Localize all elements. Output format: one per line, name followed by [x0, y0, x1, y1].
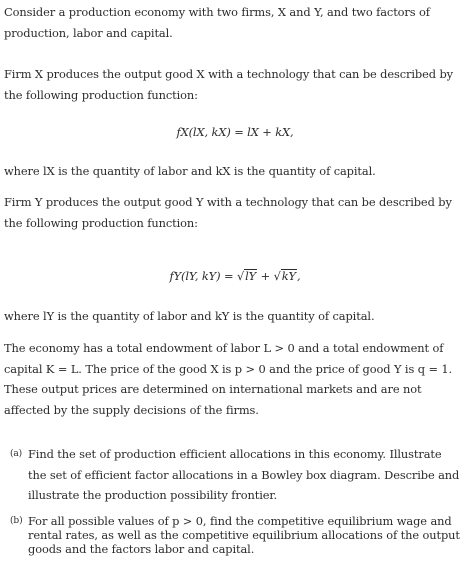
intro-paragraph: Consider a production economy with two firms, X and Y, and two factors of production, labor and capital.	[4, 5, 430, 40]
firm-x-paragraph: Firm X produces the output good X with a technology that can be described by the following production function:	[4, 67, 453, 102]
endowment-paragraph: The economy has a total endowment of labor L > 0 and a total endowment of capital K = L. The price of the good X is p > 0 and the price of good Y is q = 1. These output prices are determined on international markets and are not affected by the supply decisions of the firms.	[4, 341, 453, 417]
question-a-marker: (a)	[10, 449, 23, 459]
question-a-text: Find the set of production efficient allocations in this economy. Illustrate the set of efficient factor allocations in a Bowley box diagram. Describe and illustrate the production possibility frontier.	[28, 447, 460, 502]
firm-x-variables-text: where lX is the quantity of labor and kX is the quantity of capital.	[4, 164, 376, 178]
question-b	[10, 514, 462, 556]
equation-plus: +	[257, 269, 274, 283]
sqrt-term-capital: kY	[281, 269, 296, 283]
firm-y-variables-text: where lY is the quantity of labor and kY is the quantity of capital.	[4, 309, 375, 323]
equation-firm-y: fY(lY, kY) = √lY + √kY,	[169, 269, 301, 283]
equation-firm-y-lhs: fY(lY, kY) =	[169, 269, 237, 283]
question-b-marker: (b)	[10, 516, 23, 526]
equation-end: ,	[296, 269, 301, 283]
sqrt-term-labor: lY	[245, 269, 257, 283]
question-a	[10, 444, 462, 506]
firm-y-paragraph: Firm Y produces the output good Y with a technology that can be described by the following production function:	[4, 195, 452, 230]
question-b-text: For all possible values of p > 0, find the competitive equilibrium wage and rental rates, as well as the competitive equilibrium allocations of the output goods and the factors labor and capital.	[28, 514, 460, 556]
equation-firm-x: fX(lX, kX) = lX + kX,	[176, 125, 294, 139]
